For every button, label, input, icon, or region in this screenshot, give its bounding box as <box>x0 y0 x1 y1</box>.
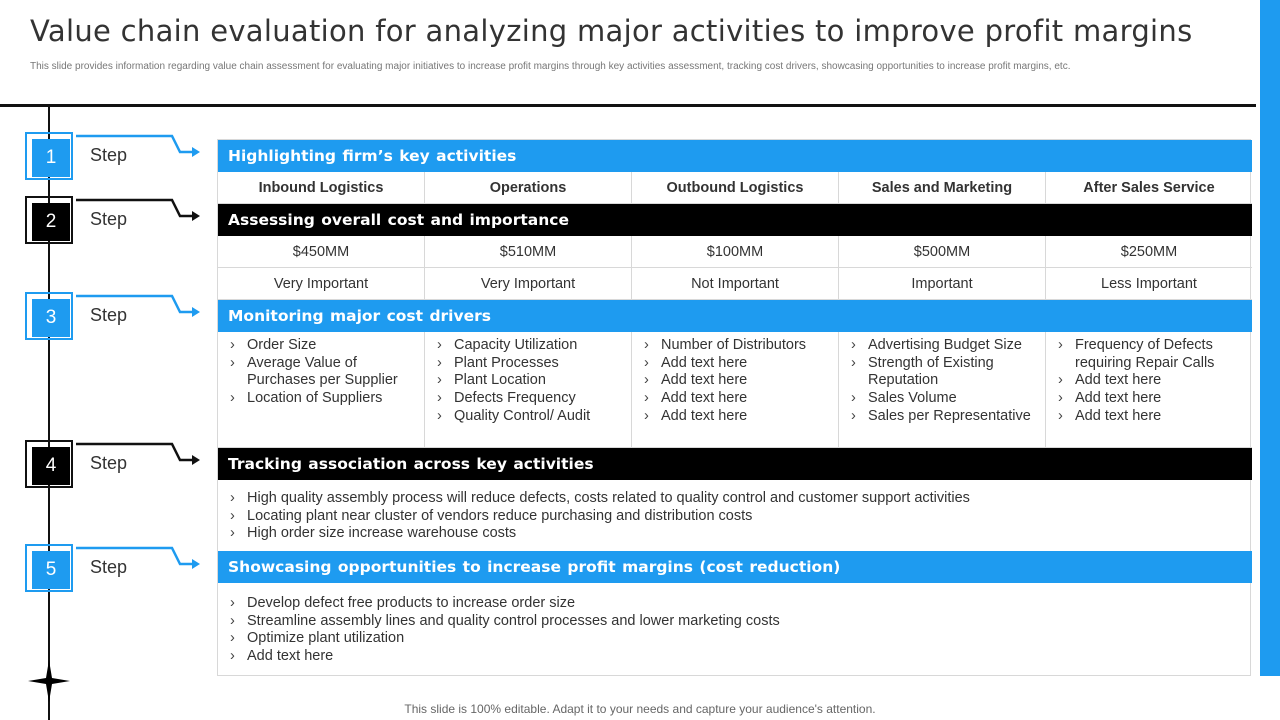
step-3-badge <box>25 292 73 340</box>
step-5-label: Step <box>90 557 128 577</box>
list-item: › Order Size <box>230 337 416 355</box>
step-4-label: Step <box>90 453 128 473</box>
accent-side-bar <box>1260 0 1280 676</box>
list-item: › Add text here <box>1058 390 1244 408</box>
list-item: › Plant Location <box>437 372 623 390</box>
step-1-label: Step <box>90 145 128 165</box>
list-item: › Optimize plant utilization <box>230 630 780 648</box>
step-5-number: 5 <box>32 551 70 589</box>
activity-column-header: Inbound Logistics <box>218 172 425 204</box>
importance-cell: Very Important <box>218 268 425 300</box>
list-item: › Sales per Representative <box>851 408 1037 426</box>
cost-cell: $250MM <box>1046 236 1252 268</box>
list-item: › Add text here <box>230 648 780 666</box>
step-1-arrow-icon <box>74 132 204 162</box>
step-4-number: 4 <box>32 447 70 485</box>
importance-row <box>218 268 1252 300</box>
importance-cell: Very Important <box>425 268 632 300</box>
activity-column-header: Outbound Logistics <box>632 172 839 204</box>
tracking-list <box>230 490 970 543</box>
list-item: › Sales Volume <box>851 390 1037 408</box>
step-4-arrow-icon <box>74 440 204 470</box>
header-divider <box>0 104 1256 107</box>
list-item: › Average Value of Purchases per Supplier <box>230 355 416 390</box>
list-item: › Quality Control/ Audit <box>437 408 623 426</box>
step-2-badge <box>25 196 73 244</box>
list-item: › Add text here <box>1058 372 1244 390</box>
step-2-label: Step <box>90 209 128 229</box>
list-item: › Locating plant near cluster of vendors reduce purchasing and distribution costs <box>230 508 970 526</box>
cost-driver-column-after-sales <box>1046 332 1252 447</box>
list-item: › Advertising Budget Size <box>851 337 1037 355</box>
list-item: › Defects Frequency <box>437 390 623 408</box>
step-2-number: 2 <box>32 203 70 241</box>
list-item: › Develop defect free products to increase order size <box>230 595 780 613</box>
cost-row <box>218 236 1252 268</box>
list-item: › Number of Distributors <box>644 337 830 355</box>
footer-note: This slide is 100% editable. Adapt it to your needs and capture your audience's attention. <box>404 702 876 716</box>
timeline-star-icon <box>28 660 70 702</box>
section-heading-key-activities: Highlighting firm’s key activities <box>218 140 1252 172</box>
step-2-arrow-icon <box>74 196 204 226</box>
list-item: › Add text here <box>644 390 830 408</box>
step-3-arrow-icon <box>74 292 204 322</box>
list-item: › Add text here <box>644 408 830 426</box>
cost-driver-column-operations <box>425 332 632 447</box>
value-chain-table <box>217 139 1251 676</box>
list-item: › High quality assembly process will reduce defects, costs related to quality control and customer support activities <box>230 490 970 508</box>
activity-column-header: Sales and Marketing <box>839 172 1046 204</box>
step-1-number: 1 <box>32 139 70 177</box>
cost-cell: $450MM <box>218 236 425 268</box>
step-3-number: 3 <box>32 299 70 337</box>
step-5-arrow-icon <box>74 544 204 574</box>
list-item: › Streamline assembly lines and quality control processes and lower marketing costs <box>230 613 780 631</box>
activity-column-header: After Sales Service <box>1046 172 1252 204</box>
importance-cell: Less Important <box>1046 268 1252 300</box>
list-item: › Add text here <box>1058 408 1244 426</box>
opportunities-list <box>230 595 780 666</box>
cost-drivers-row <box>218 332 1252 448</box>
cost-cell: $100MM <box>632 236 839 268</box>
page-title: Value chain evaluation for analyzing major activities to improve profit margins <box>30 14 1193 48</box>
step-4-badge <box>25 440 73 488</box>
step-1-badge <box>25 132 73 180</box>
importance-cell: Not Important <box>632 268 839 300</box>
step-3-label: Step <box>90 305 128 325</box>
importance-cell: Important <box>839 268 1046 300</box>
cost-cell: $510MM <box>425 236 632 268</box>
activities-header-row <box>218 172 1252 204</box>
cost-driver-column-outbound <box>632 332 839 447</box>
section-heading-opportunities: Showcasing opportunities to increase profit margins (cost reduction) <box>218 551 1252 583</box>
section-heading-tracking: Tracking association across key activities <box>218 448 1252 480</box>
cost-driver-column-inbound <box>218 332 425 447</box>
cost-driver-column-sales <box>839 332 1046 447</box>
cost-cell: $500MM <box>839 236 1046 268</box>
step-5-badge <box>25 544 73 592</box>
section-heading-cost-importance: Assessing overall cost and importance <box>218 204 1252 236</box>
list-item: › Add text here <box>644 355 830 373</box>
section-heading-cost-drivers: Monitoring major cost drivers <box>218 300 1252 332</box>
list-item: › Plant Processes <box>437 355 623 373</box>
list-item: › High order size increase warehouse costs <box>230 525 970 543</box>
list-item: › Capacity Utilization <box>437 337 623 355</box>
page-subtitle: This slide provides information regarding value chain assessment for evaluating major initiatives to increase profit margins through key activities assessment, tracking cost drivers, showcasing opportunities to increase profit margins, etc. <box>30 61 1071 72</box>
list-item: › Frequency of Defects requiring Repair Calls <box>1058 337 1244 372</box>
activity-column-header: Operations <box>425 172 632 204</box>
list-item: › Strength of Existing Reputation <box>851 355 1037 390</box>
list-item: › Location of Suppliers <box>230 390 416 408</box>
list-item: › Add text here <box>644 372 830 390</box>
